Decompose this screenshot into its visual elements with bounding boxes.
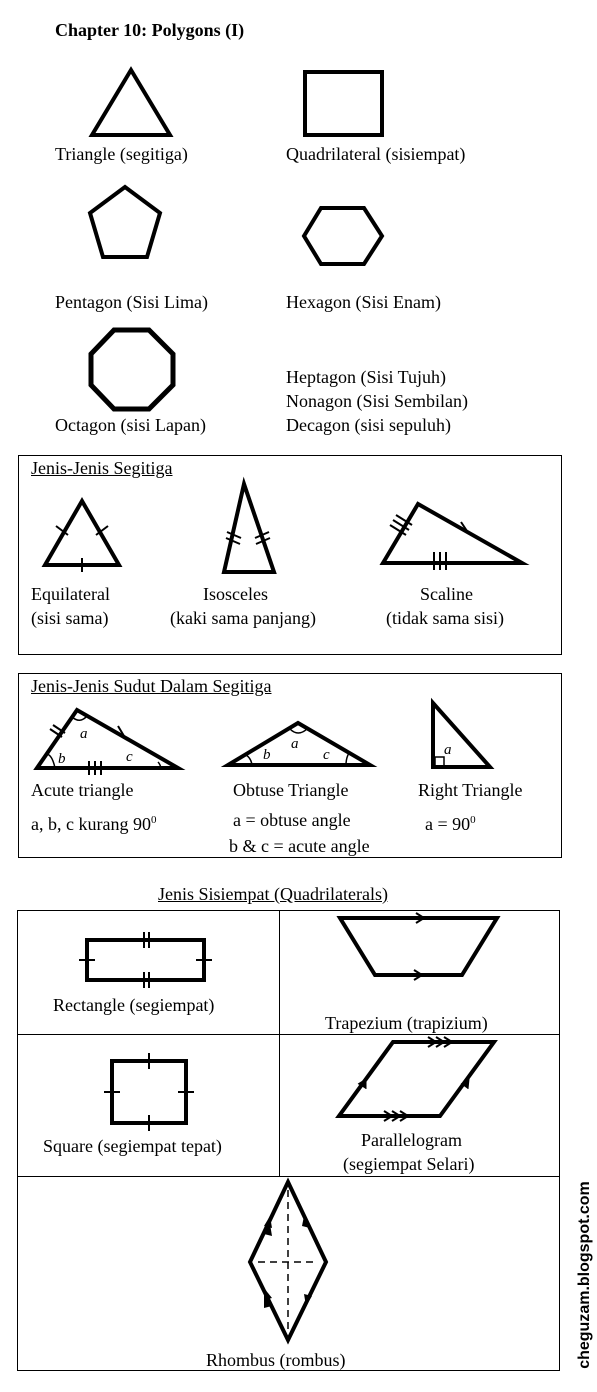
quadrilateral-label: Quadrilateral (sisiempat) xyxy=(286,144,466,164)
heptagon-label: Heptagon (Sisi Tujuh) xyxy=(286,367,447,387)
angle-label-a: a xyxy=(444,742,452,758)
rectangle-label: Rectangle (segiempat) xyxy=(53,995,215,1015)
obtuse-desc-2: b & c = acute angle xyxy=(229,836,370,856)
parallelogram-label-2: (segiempat Selari) xyxy=(343,1154,475,1174)
isosceles-desc: (kaki sama panjang) xyxy=(170,608,316,628)
scaline-desc: (tidak sama sisi) xyxy=(386,608,504,628)
decagon-label: Decagon (sisi sepuluh) xyxy=(286,415,451,435)
watermark: cheguzam.blogspot.com xyxy=(576,1181,593,1369)
equilateral-desc: (sisi sama) xyxy=(31,608,109,628)
square-label: Square (segiempat tepat) xyxy=(43,1136,222,1156)
angle-label-a: a xyxy=(80,726,88,742)
nonagon-label: Nonagon (Sisi Sembilan) xyxy=(286,391,468,411)
angle-label-b: b xyxy=(263,747,271,763)
obtuse-name: Obtuse Triangle xyxy=(233,780,349,800)
angle-label-b: b xyxy=(58,751,66,767)
right-desc: $a = 90^0$ xyxy=(425,814,476,834)
obtuse-desc-1: a = obtuse angle xyxy=(233,810,351,830)
right-name: Right Triangle xyxy=(418,780,523,800)
isosceles-name: Isosceles xyxy=(203,584,268,604)
trapezium-label: Trapezium (trapizium) xyxy=(325,1013,488,1033)
triangle-label: Triangle (segitiga) xyxy=(55,144,188,164)
hexagon-label: Hexagon (Sisi Enam) xyxy=(286,292,441,312)
acute-desc: a, b, c kurang $90^0$ xyxy=(31,814,157,834)
rhombus-label: Rhombus (rombus) xyxy=(206,1350,346,1370)
quadrilaterals-heading: Jenis Sisiempat (Quadrilaterals) xyxy=(158,884,388,904)
parallelogram-label-1: Parallelogram xyxy=(361,1130,462,1150)
triangle-types-heading: Jenis-Jenis Segitiga xyxy=(31,458,173,478)
angle-types-heading: Jenis-Jenis Sudut Dalam Segitiga xyxy=(31,676,272,696)
scaline-name: Scaline xyxy=(420,584,473,604)
acute-name: Acute triangle xyxy=(31,780,134,800)
angle-label-c: c xyxy=(126,749,133,765)
page-title: Chapter 10: Polygons (I) xyxy=(55,20,245,40)
pentagon-label: Pentagon (Sisi Lima) xyxy=(55,292,208,312)
angle-label-a: a xyxy=(291,736,299,752)
angle-label-c: c xyxy=(323,747,330,763)
equilateral-name: Equilateral xyxy=(31,584,110,604)
octagon-label: Octagon (sisi Lapan) xyxy=(55,415,206,435)
